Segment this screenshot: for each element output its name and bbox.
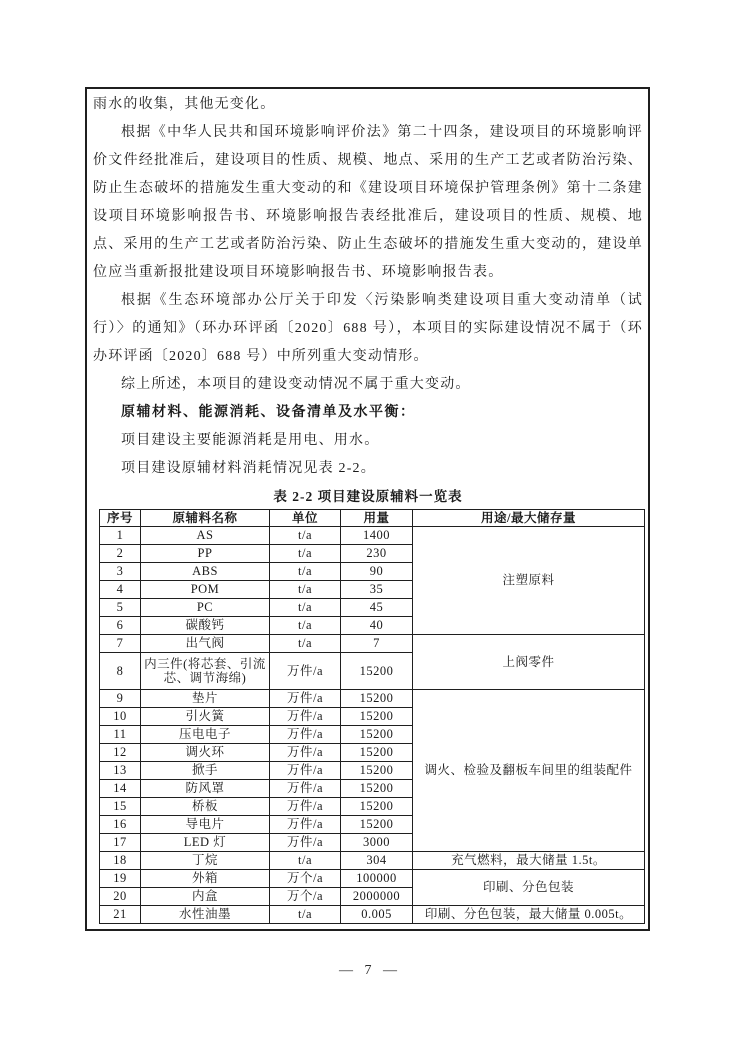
cell-amount: 90 — [341, 563, 413, 581]
cell-amount: 15200 — [341, 744, 413, 762]
cell-usage: 调火、检验及翻板车间里的组装配件 — [413, 690, 645, 852]
cell-unit: 万个/a — [270, 888, 341, 906]
col-header-amount: 用量 — [341, 510, 413, 527]
cell-name: 导电片 — [141, 816, 270, 834]
cell-amount: 304 — [341, 852, 413, 870]
cell-name: 丁烷 — [141, 852, 270, 870]
cell-no: 1 — [100, 527, 141, 545]
cell-name: 压电电子 — [141, 726, 270, 744]
materials-table-body — [100, 527, 645, 924]
cell-no: 9 — [100, 690, 141, 708]
section-heading-materials: 原辅材料、能源消耗、设备清单及水平衡： — [121, 405, 416, 420]
cell-no: 12 — [100, 744, 141, 762]
cell-name: 掀手 — [141, 762, 270, 780]
cell-unit: 万件/a — [270, 690, 341, 708]
table-title: 表 2-2 项目建设原辅料一览表 — [273, 489, 463, 504]
cell-name: AS — [141, 527, 270, 545]
col-header-name: 原辅料名称 — [141, 510, 270, 527]
table-row — [100, 635, 645, 653]
table-row — [100, 870, 645, 888]
cell-name: 内三件(将芯套、引流芯、调节海绵) — [141, 653, 270, 690]
cell-amount: 15200 — [341, 762, 413, 780]
cell-usage: 印刷、分色包装 — [413, 870, 645, 906]
cell-amount: 15200 — [341, 816, 413, 834]
cell-name: ABS — [141, 563, 270, 581]
cell-amount: 0.005 — [341, 906, 413, 924]
cell-no: 19 — [100, 870, 141, 888]
cell-unit: 万件/a — [270, 834, 341, 852]
cell-unit: 万件/a — [270, 653, 341, 690]
cell-name: PC — [141, 599, 270, 617]
cell-no: 4 — [100, 581, 141, 599]
cell-unit: 万件/a — [270, 708, 341, 726]
cell-unit: t/a — [270, 581, 341, 599]
cell-no: 15 — [100, 798, 141, 816]
cell-amount: 2000000 — [341, 888, 413, 906]
cell-name: 内盒 — [141, 888, 270, 906]
cell-no: 21 — [100, 906, 141, 924]
cell-no: 6 — [100, 617, 141, 635]
cell-name: 防风罩 — [141, 780, 270, 798]
cell-unit: 万件/a — [270, 744, 341, 762]
cell-unit: 万件/a — [270, 726, 341, 744]
cell-no: 14 — [100, 780, 141, 798]
table-row — [100, 906, 645, 924]
cell-unit: t/a — [270, 635, 341, 653]
cell-usage: 上阀零件 — [413, 635, 645, 690]
cell-no: 7 — [100, 635, 141, 653]
col-header-unit: 单位 — [270, 510, 341, 527]
cell-amount: 15200 — [341, 780, 413, 798]
cell-no: 3 — [100, 563, 141, 581]
table-header-row — [100, 510, 645, 527]
cell-no: 17 — [100, 834, 141, 852]
cell-no: 10 — [100, 708, 141, 726]
cell-no: 18 — [100, 852, 141, 870]
cell-amount: 7 — [341, 635, 413, 653]
cell-unit: t/a — [270, 906, 341, 924]
cell-unit: t/a — [270, 527, 341, 545]
cell-amount: 15200 — [341, 798, 413, 816]
cell-unit: 万件/a — [270, 816, 341, 834]
cell-no: 20 — [100, 888, 141, 906]
cell-name: 调火环 — [141, 744, 270, 762]
cell-unit: 万件/a — [270, 780, 341, 798]
paragraph-conclusion: 综上所述，本项目的建设变动情况不属于重大变动。 — [121, 377, 471, 392]
cell-unit: t/a — [270, 563, 341, 581]
paragraph-eia-law: 根据《中华人民共和国环境影响评价法》第二十四条，建设项目的环境影响评价文件经批准后，建设项目的性质、规模、地点、采用的生产工艺或者防治污染、防止生态破坏的措施发生重大变动的和《建设项目环境保护管理条例》第十二条建设项目环境影响报告书、环境影响报告表经批准后，建设项目的性质、规模、地点、采用的生产工艺或者防治污染、防止生态破坏的措施发生重大变动的，建设单位应当重新报批建设项目环境影响报告书、环境影响报告表。 — [93, 125, 643, 280]
cell-amount: 100000 — [341, 870, 413, 888]
cell-unit: 万个/a — [270, 870, 341, 888]
cell-name: 引火簧 — [141, 708, 270, 726]
cell-no: 8 — [100, 653, 141, 690]
cell-amount: 40 — [341, 617, 413, 635]
cell-unit: 万件/a — [270, 762, 341, 780]
cell-usage: 充气燃料，最大储量 1.5t。 — [413, 852, 645, 870]
paragraph-moee-notice: 根据《生态环境部办公厅关于印发〈污染影响类建设项目重大变动清单（试行）〉的通知》（环办环评函〔2020〕688 号），本项目的实际建设情况不属于（环办环评函〔2020〕688 号）中所列重大变动情形。 — [93, 293, 643, 364]
cell-no: 5 — [100, 599, 141, 617]
cell-name: 出气阀 — [141, 635, 270, 653]
cell-unit: 万件/a — [270, 798, 341, 816]
table-row — [100, 527, 645, 545]
cell-unit: t/a — [270, 545, 341, 563]
cell-no: 2 — [100, 545, 141, 563]
cell-amount: 15200 — [341, 708, 413, 726]
cell-amount: 15200 — [341, 726, 413, 744]
cell-name: PP — [141, 545, 270, 563]
cell-usage: 印刷、分色包装，最大储量 0.005t。 — [413, 906, 645, 924]
cell-name: 水性油墨 — [141, 906, 270, 924]
page-number: — 7 — — [339, 963, 401, 978]
col-header-no: 序号 — [100, 510, 141, 527]
paragraph-see-table: 项目建设原辅材料消耗情况见表 2-2。 — [121, 461, 376, 476]
paragraph-rainwater: 雨水的收集，其他无变化。 — [93, 97, 276, 112]
cell-name: 垫片 — [141, 690, 270, 708]
cell-no: 11 — [100, 726, 141, 744]
cell-amount: 35 — [341, 581, 413, 599]
cell-no: 16 — [100, 816, 141, 834]
cell-no: 13 — [100, 762, 141, 780]
col-header-usage: 用途/最大储存量 — [413, 510, 645, 527]
cell-amount: 230 — [341, 545, 413, 563]
cell-unit: t/a — [270, 852, 341, 870]
cell-amount: 15200 — [341, 690, 413, 708]
cell-name: 外箱 — [141, 870, 270, 888]
page-border-frame — [85, 87, 650, 931]
cell-name: LED 灯 — [141, 834, 270, 852]
table-row — [100, 690, 645, 708]
cell-name: 桥板 — [141, 798, 270, 816]
cell-amount: 15200 — [341, 653, 413, 690]
cell-name: 碳酸钙 — [141, 617, 270, 635]
cell-usage: 注塑原料 — [413, 527, 645, 635]
cell-unit: t/a — [270, 617, 341, 635]
table-row — [100, 852, 645, 870]
cell-amount: 3000 — [341, 834, 413, 852]
cell-amount: 45 — [341, 599, 413, 617]
paragraph-energy: 项目建设主要能源消耗是用电、用水。 — [121, 433, 380, 448]
materials-table — [99, 509, 645, 924]
cell-amount: 1400 — [341, 527, 413, 545]
cell-unit: t/a — [270, 599, 341, 617]
cell-name: POM — [141, 581, 270, 599]
